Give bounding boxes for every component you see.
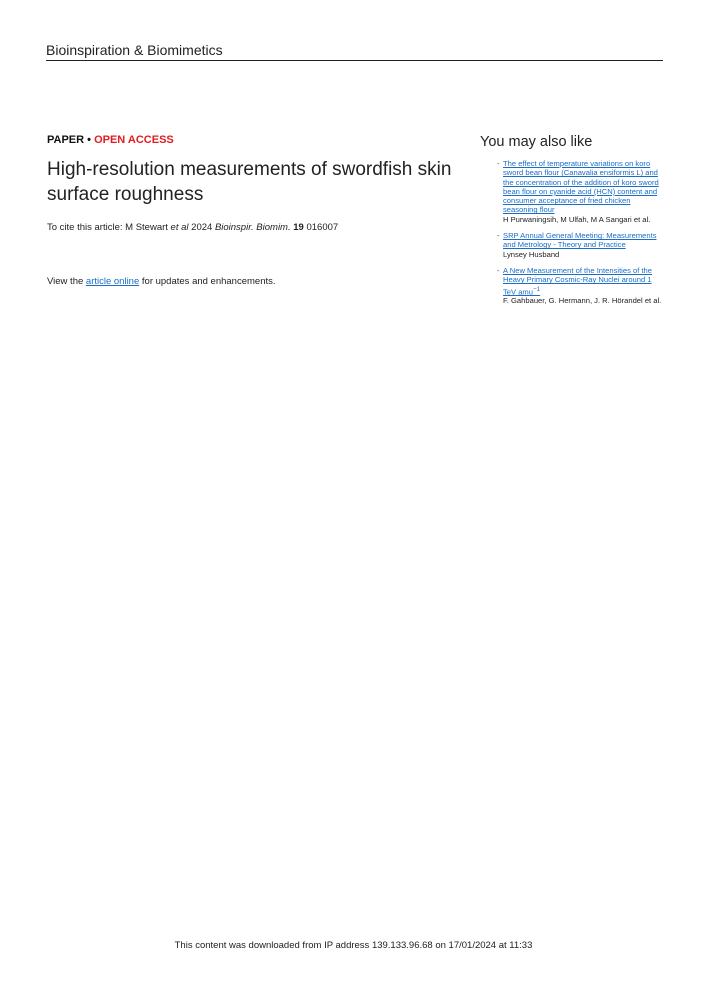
related-item [480,266,665,306]
related-authors-2: Lynsey Husband [503,249,560,259]
journal-name: Bioinspiration & Biomimetics [46,42,223,58]
article-type-label: PAPER [47,134,85,146]
view-online-line [47,276,276,288]
journal-header [46,42,663,61]
related-list [480,159,665,306]
view-suffix: for updates and enhancements. [141,276,276,287]
article-title: High-resolution measurements of swordfish skin surface roughness [47,159,452,205]
related-item [480,231,665,259]
cite-volume: 19 [293,222,304,233]
related-heading: You may also like [480,134,593,150]
open-access-label: OPEN ACCESS [94,134,174,146]
related-articles [480,134,665,313]
related-link-3-text: A New Measurement of the Intensities of the Heavy Primary Cosmic-Ray Nuclei around 1 TeV amu [503,265,653,297]
related-link-2[interactable]: SRP Annual General Meeting: Measurements and Metrology - Theory and Practice [503,231,657,250]
cite-year: 2024 [191,222,213,233]
related-authors-1: H Purwaningsih, M Ulfah, M A Sangari et al. [503,214,651,224]
cite-prefix: To cite this article: [47,222,123,233]
related-authors-3: F. Gahbauer, G. Hermann, J. R. Hörandel et al. [503,296,662,306]
related-link-1[interactable]: The effect of temperature variations on koro sword bean flour (Canavalia ensiformis L) and the concentration of the addition of koro sword bean flour on cyanide acid (HCN) content and consumer acceptance of fried chicken seasoning flour [503,159,659,215]
list-dash: - [497,231,500,241]
article-label-line [47,134,467,147]
cite-etal: et al [170,222,189,233]
label-separator: • [87,134,92,146]
list-dash: - [497,159,500,168]
download-footer: This content was downloaded from IP address 139.133.96.68 on 17/01/2024 at 11:33 [174,940,533,951]
related-link-3[interactable] [503,266,665,296]
related-link-3-sup: −1 [532,285,541,293]
cite-journal: Bioinspir. Biomim. [214,222,291,233]
citation [47,222,467,234]
article-info [47,134,467,234]
cite-authors: M Stewart [125,222,168,233]
related-item [480,159,665,224]
article-online-link[interactable]: article online [85,276,140,287]
view-prefix: View the [47,276,84,287]
list-dash: - [497,265,500,275]
cite-article-number: 016007 [306,222,339,233]
